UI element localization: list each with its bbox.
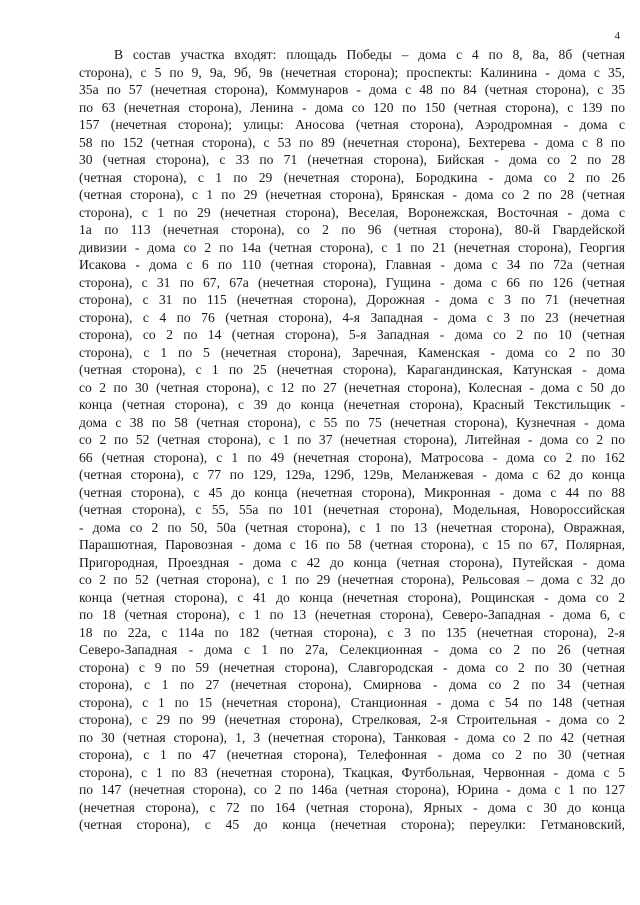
text-line: дивизии - дома со 2 по 14а (четная сторона), с 1 по 21 (нечетная сторона), Георгия (79, 239, 625, 255)
text-line: В состав участка входят: площадь Победы – дома с 4 по 8, 8а, 8б (четная (114, 47, 625, 62)
text-line: (четная сторона), с 1 по 29 (нечетная сторона), Брянская - дома со 2 по 28 (четная (79, 187, 625, 202)
text-line: 18 по 22а, с 114а по 182 (четная сторона), с 3 по 135 (нечетная сторона), 2-я (79, 624, 625, 640)
text-line: сторона), с 1 по 15 (нечетная сторона), Станционная - дома с 54 по 148 (четная (79, 694, 625, 710)
document-body (79, 46, 625, 834)
text-line: Исакова - дома с 6 по 110 (четная сторона), Главная - дома с 34 по 72а (четная (79, 257, 625, 272)
text-line: 58 по 152 (четная сторона), с 53 по 89 (нечетная сторона), Бехтерева - дома с 8 по (79, 134, 625, 150)
text-line: дома с 38 по 58 (четная сторона), с 55 по 75 (нечетная сторона), Кузнечная - дома (79, 414, 625, 430)
text-line: (четная сторона), с 55, 55а по 101 (нечетная сторона), Модельная, Новороссийская (79, 502, 625, 517)
text-line: сторона), со 2 по 14 (четная сторона), 5-я Западная - дома со 2 по 10 (четная (79, 327, 625, 342)
text-line: (четная сторона), с 1 по 29 (нечетная сторона), Бородкина - дома со 2 по 26 (79, 169, 625, 185)
text-line: - дома со 2 по 50, 50а (четная сторона), с 1 по 13 (нечетная сторона), Овражная, (79, 519, 625, 535)
text-line: (нечетная сторона), с 72 по 164 (четная сторона), Ярных - дома с 30 до конца (79, 799, 625, 815)
text-line: сторона), с 1 по 29 (нечетная сторона), Веселая, Воронежская, Восточная - дома с (79, 204, 625, 220)
text-line: сторона), с 1 по 83 (нечетная сторона), Ткацкая, Футбольная, Червонная - дома с 5 (79, 764, 625, 780)
text-line: сторона), с 4 по 76 (четная сторона), 4-я Западная - дома с 3 по 23 (нечетная (79, 309, 625, 325)
text-line: 66 (четная сторона), с 1 по 49 (нечетная сторона), Матросова - дома со 2 по 162 (79, 449, 625, 465)
text-line: по 63 (нечетная сторона), Ленина - дома со 120 по 150 (четная сторона), с 139 по (79, 99, 625, 115)
text-line: по 30 (четная сторона), 1, 3 (нечетная сторона), Танковая - дома со 2 по 42 (четная (79, 729, 625, 745)
text-line: сторона), с 5 по 9, 9а, 9б, 9в (нечетная сторона); проспекты: Калинина - дома с 35, (79, 64, 625, 80)
text-line: Парашютная, Паровозная - дома с 16 по 58 (четная сторона), с 15 по 67, Полярная, (79, 537, 625, 552)
text-line: по 18 (четная сторона), с 1 по 13 (нечетная сторона), Северо-Западная - дома 6, с (79, 607, 625, 622)
page-number: 4 (614, 30, 620, 42)
text-line: сторона), с 31 по 115 (нечетная сторона), Дорожная - дома с 3 по 71 (нечетная (79, 292, 625, 307)
text-line: со 2 по 30 (четная сторона), с 12 по 27 (нечетная сторона), Колесная - дома с 50 до (79, 379, 625, 395)
text-line: (четная сторона), с 45 до конца (нечетная сторона), Микронная - дома с 44 по 88 (79, 484, 625, 500)
text-line: сторона), с 1 по 47 (нечетная сторона), Телефонная - дома со 2 по 30 (четная (79, 747, 625, 762)
text-line: по 147 (нечетная сторона), со 2 по 146а (четная сторона), Юрина - дома с 1 по 127 (79, 782, 625, 797)
text-line: 30 (четная сторона), с 33 по 71 (нечетная сторона), Бийская - дома со 2 по 28 (79, 152, 625, 167)
text-line: конца (четная сторона), с 41 до конца (нечетная сторона), Рощинская - дома со 2 (79, 589, 625, 605)
text-line: сторона), с 29 по 99 (нечетная сторона), Стрелковая, 2-я Строительная - дома со 2 (79, 712, 625, 727)
text-line: со 2 по 52 (четная сторона), с 1 по 37 (нечетная сторона), Литейная - дома со 2 по (79, 432, 625, 447)
text-line: со 2 по 52 (четная сторона), с 1 по 29 (нечетная сторона), Рельсовая – дома с 32 до (79, 572, 625, 587)
text-line: сторона), с 1 по 5 (нечетная сторона), Заречная, Каменская - дома со 2 по 30 (79, 344, 625, 360)
text-line: (четная сторона), с 77 по 129, 129а, 129б, 129в, Меланжевая - дома с 62 до конца (79, 467, 625, 482)
text-line: сторона), с 31 по 67, 67а (нечетная сторона), Гущина - дома с 66 по 126 (четная (79, 274, 625, 290)
text-line: конца (четная сторона), с 39 до конца (нечетная сторона), Красный Текстильщик - (79, 397, 625, 412)
text-line: Пригородная, Проездная - дома с 42 до конца (четная сторона), Путейская - дома (79, 554, 625, 570)
text-line: сторона) с 9 по 59 (нечетная сторона), Славгородская - дома со 2 по 30 (четная (79, 659, 625, 675)
text-line: 1а по 113 (нечетная сторона), со 2 по 96 (четная сторона), 80-й Гвардейской (79, 222, 625, 237)
text-line: (четная сторона), с 1 по 25 (нечетная сторона), Карагандинская, Катунская - дома (79, 362, 625, 377)
text-line: (четная сторона), с 45 до конца (нечетная сторона); переулки: Гетмановский, (79, 817, 625, 832)
text-line: сторона), с 1 по 27 (нечетная сторона), Смирнова - дома со 2 по 34 (четная (79, 677, 625, 692)
text-line: 157 (нечетная сторона); улицы: Аносова (четная сторона), Аэродромная - дома с (79, 117, 625, 132)
text-line: Северо-Западная - дома с 1 по 27а, Селекционная - дома со 2 по 26 (четная (79, 642, 625, 657)
text-line: 35а по 57 (нечетная сторона), Коммунаров - дома с 48 по 84 (четная сторона), с 35 (79, 82, 625, 97)
